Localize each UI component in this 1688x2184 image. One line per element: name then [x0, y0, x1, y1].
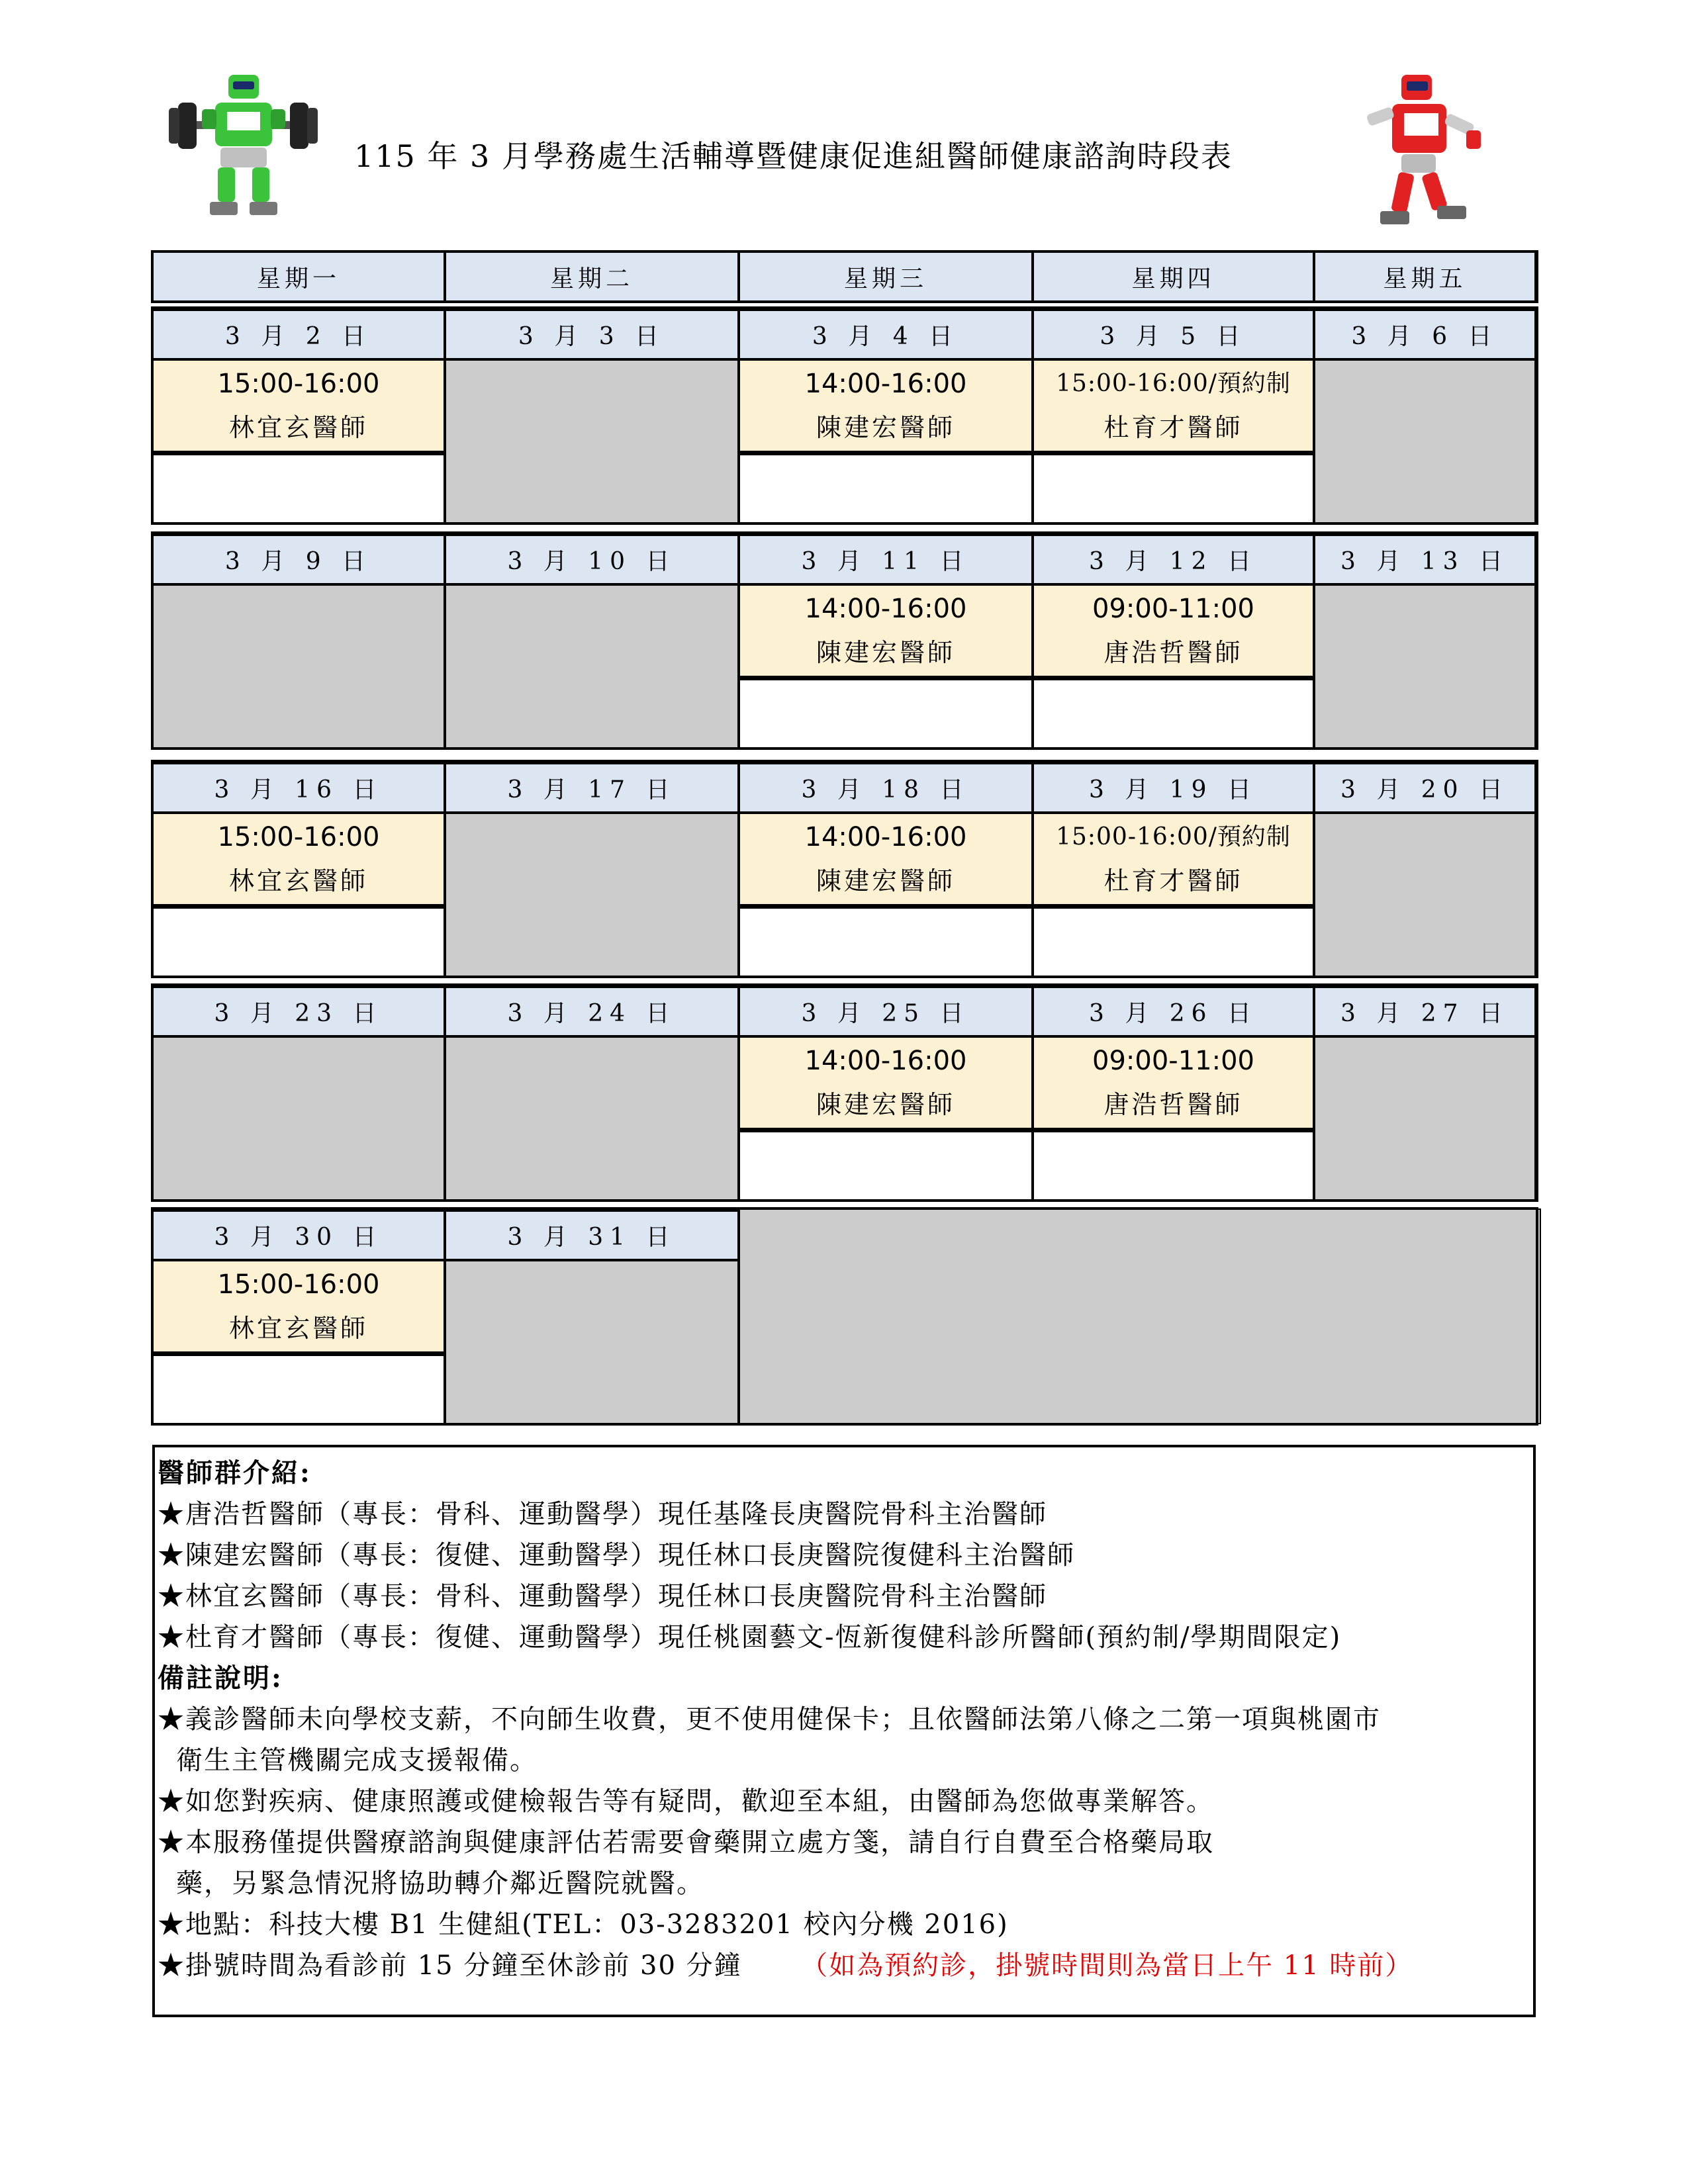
- registration-info: [158, 1945, 1533, 1986]
- empty-slot: [152, 452, 445, 523]
- date-cell: 3 月 24 日: [445, 985, 739, 1036]
- remark-item: ★如您對疾病、健康照護或健檢報告等有疑問，歡迎至本組，由醫師為您做專業解答。: [158, 1786, 1214, 1817]
- date-cell: 3 月 13 日: [1314, 533, 1536, 584]
- date-cell: 3 月 25 日: [739, 985, 1033, 1036]
- doctor-intro: ★陳建宏醫師（專長：復健、運動醫學）現任林口長庚醫院復健科主治醫師: [158, 1540, 1075, 1570]
- header-frame: [151, 250, 1538, 303]
- date-cell: 3 月 9 日: [152, 533, 445, 584]
- slot-time: 14:00-16:00: [804, 1046, 967, 1076]
- slot-time: 15:00-16:00: [217, 369, 380, 399]
- remark-item-continued: 藥，另緊急情況將協助轉介鄰近醫院就醫。: [176, 1868, 704, 1899]
- location-info: ★地點：科技大樓 B1 生健組(TEL：03-3283201 校內分機 2016): [158, 1909, 1009, 1940]
- date-cell: 3 月 2 日: [152, 308, 445, 359]
- weekday-header: 星期一: [152, 251, 445, 302]
- empty-slot: [1033, 905, 1314, 977]
- weekday-header: 星期二: [445, 251, 739, 302]
- empty-slot: [1033, 1129, 1314, 1201]
- date-cell: 3 月 12 日: [1033, 533, 1314, 584]
- slot-time: 14:00-16:00: [804, 594, 967, 624]
- closed-slot: [1314, 359, 1536, 523]
- registration-time: ★掛號時間為看診前 15 分鐘至休診前 30 分鐘: [158, 1950, 742, 1981]
- closed-slot: [152, 1036, 445, 1201]
- date-cell: 3 月 27 日: [1314, 985, 1536, 1036]
- consultation-slot: [739, 813, 1033, 905]
- consultation-slot: [739, 359, 1033, 452]
- page-title: 115 年 3 月學務處生活輔導暨健康促進組醫師健康諮詢時段表: [354, 138, 1233, 174]
- consultation-slot: [1033, 584, 1314, 677]
- closed-slot: [445, 813, 739, 977]
- slot-doctor: 杜育才醫師: [1103, 866, 1243, 895]
- doctor-intro: ★杜育才醫師（專長：復健、運動醫學）現任桃園藝文-恆新復健科診所醫師(預約制/學期間限定): [158, 1622, 1342, 1653]
- slot-doctor: 陳建宏醫師: [816, 413, 955, 442]
- slot-time: 15:00-16:00/預約制: [1056, 370, 1291, 397]
- slot-time: 14:00-16:00: [804, 369, 967, 399]
- consultation-slot: [152, 1260, 445, 1353]
- remark-item: ★本服務僅提供醫療諮詢與健康評估若需要會藥開立處方箋，請自行自費至合格藥局取: [158, 1827, 1214, 1858]
- empty-slot: [152, 1353, 445, 1424]
- consultation-slot: [152, 813, 445, 905]
- empty-slot: [1033, 677, 1314, 749]
- doctors-heading: 醫師群介紹:: [158, 1457, 312, 1488]
- empty-slot: [1033, 452, 1314, 523]
- consultation-slot: [152, 359, 445, 452]
- closed-slot: [445, 584, 739, 749]
- date-cell: 3 月 11 日: [739, 533, 1033, 584]
- slot-time: 09:00-11:00: [1092, 1046, 1254, 1076]
- closed-slot: [1314, 584, 1536, 749]
- remarks-heading: 備註說明:: [158, 1662, 283, 1694]
- green-robot-weightlifter-icon: [169, 69, 318, 222]
- closed-slot: [1314, 813, 1536, 977]
- empty-slot: [739, 452, 1033, 523]
- slot-doctor: 杜育才醫師: [1103, 413, 1243, 442]
- slot-doctor: 唐浩哲醫師: [1103, 1090, 1243, 1119]
- closed-slot: [445, 1260, 739, 1424]
- doctor-intro: ★唐浩哲醫師（專長：骨科、運動醫學）現任基隆長庚醫院骨科主治醫師: [158, 1499, 1047, 1529]
- red-robot-runner-icon: [1360, 69, 1489, 235]
- weekday-header: 星期五: [1314, 251, 1536, 302]
- slot-time: 15:00-16:00: [217, 1269, 380, 1300]
- weekday-header: 星期四: [1033, 251, 1314, 302]
- remark-item-continued: 衛生主管機關完成支援報備。: [176, 1745, 538, 1776]
- registration-appointment-note: （如為預約診，掛號時間則為當日上午 11 時前）: [801, 1950, 1413, 1981]
- date-cell: 3 月 6 日: [1314, 308, 1536, 359]
- date-cell: 3 月 20 日: [1314, 761, 1536, 813]
- slot-doctor: 陳建宏醫師: [816, 1090, 955, 1119]
- slot-time: 15:00-16:00/預約制: [1056, 823, 1291, 850]
- date-cell: 3 月 31 日: [445, 1208, 739, 1260]
- date-cell: 3 月 17 日: [445, 761, 739, 813]
- date-cell: 3 月 23 日: [152, 985, 445, 1036]
- date-cell: 3 月 26 日: [1033, 985, 1314, 1036]
- consultation-slot: [1033, 359, 1314, 452]
- date-cell: 3 月 4 日: [739, 308, 1033, 359]
- closed-slot: [1314, 1036, 1536, 1201]
- slot-doctor: 陳建宏醫師: [816, 866, 955, 895]
- date-cell: 3 月 10 日: [445, 533, 739, 584]
- notes-section: [152, 1445, 1536, 2017]
- consultation-slot: [1033, 813, 1314, 905]
- empty-slot: [739, 677, 1033, 749]
- date-cell: 3 月 18 日: [739, 761, 1033, 813]
- date-cell: 3 月 16 日: [152, 761, 445, 813]
- slot-time: 09:00-11:00: [1092, 594, 1254, 624]
- doctor-intro: ★林宜玄醫師（專長：骨科、運動醫學）現任林口長庚醫院骨科主治醫師: [158, 1581, 1047, 1612]
- date-cell: 3 月 5 日: [1033, 308, 1314, 359]
- slot-doctor: 林宜玄醫師: [228, 1314, 368, 1343]
- slot-doctor: 林宜玄醫師: [228, 866, 368, 895]
- empty-slot: [739, 905, 1033, 977]
- closed-slot: [152, 584, 445, 749]
- slot-doctor: 陳建宏醫師: [816, 638, 955, 667]
- empty-slot: [152, 905, 445, 977]
- consultation-slot: [1033, 1036, 1314, 1129]
- slot-doctor: 唐浩哲醫師: [1103, 638, 1243, 667]
- date-cell: 3 月 3 日: [445, 308, 739, 359]
- closed-block: [739, 1208, 1541, 1424]
- consultation-slot: [739, 1036, 1033, 1129]
- slot-doctor: 林宜玄醫師: [228, 413, 368, 442]
- slot-time: 15:00-16:00: [217, 822, 380, 852]
- consultation-slot: [739, 584, 1033, 677]
- slot-time: 14:00-16:00: [804, 822, 967, 852]
- date-cell: 3 月 30 日: [152, 1208, 445, 1260]
- empty-slot: [739, 1129, 1033, 1201]
- weekday-header: 星期三: [739, 251, 1033, 302]
- closed-slot: [445, 359, 739, 523]
- remark-item: ★義診醫師未向學校支薪，不向師生收費，更不使用健保卡；且依醫師法第八條之二第一項與桃園市: [158, 1704, 1381, 1735]
- closed-slot: [445, 1036, 739, 1201]
- date-cell: 3 月 19 日: [1033, 761, 1314, 813]
